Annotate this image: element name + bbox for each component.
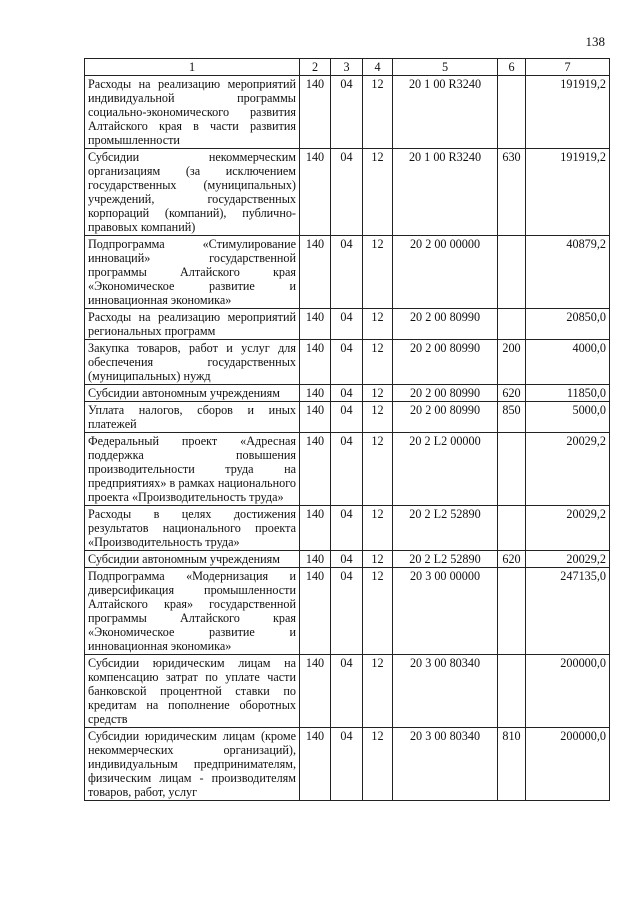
expense-type-code-cell xyxy=(498,433,526,506)
row-description-cell: Федеральный проект «Адресная поддержка повышения производительности труда на предприятиях» в рамках национального проекта «Производительность труда» xyxy=(85,433,300,506)
row-description-cell: Расходы на реализацию мероприятий индивидуальной программы социально-экономического развития Алтайского края в части развития промышленности xyxy=(85,76,300,149)
target-article-code-cell: 20 3 00 80340 xyxy=(393,728,498,801)
subsection-code-cell: 12 xyxy=(363,385,393,402)
subsection-code-cell: 12 xyxy=(363,433,393,506)
table-row xyxy=(85,76,610,149)
amount-cell: 20850,0 xyxy=(526,309,610,340)
target-article-code-cell: 20 2 00 00000 xyxy=(393,236,498,309)
section-code-cell: 04 xyxy=(331,149,363,236)
amount-cell: 5000,0 xyxy=(526,402,610,433)
row-description-cell: Субсидии юридическим лицам на компенсацию затрат по уплате части банковской процентной ставки по кредитам на пополнение оборотных средств xyxy=(85,655,300,728)
subsection-code-cell: 12 xyxy=(363,309,393,340)
row-description-cell: Подпрограмма «Стимулирование инноваций» государственной программы Алтайского края «Экономическое развитие и инновационная экономика» xyxy=(85,236,300,309)
subsection-code-cell: 12 xyxy=(363,236,393,309)
table-row xyxy=(85,340,610,385)
row-description-cell: Расходы на реализацию мероприятий региональных программ xyxy=(85,309,300,340)
subsection-code-cell: 12 xyxy=(363,728,393,801)
target-article-code-cell: 20 2 00 80990 xyxy=(393,309,498,340)
expense-type-code-cell: 200 xyxy=(498,340,526,385)
target-article-code-cell: 20 3 00 80340 xyxy=(393,655,498,728)
amount-cell: 4000,0 xyxy=(526,340,610,385)
ministry-code-cell: 140 xyxy=(300,433,331,506)
table-row xyxy=(85,385,610,402)
section-code-cell: 04 xyxy=(331,728,363,801)
target-article-code-cell: 20 2 00 80990 xyxy=(393,340,498,385)
expense-type-code-cell: 620 xyxy=(498,385,526,402)
section-code-cell: 04 xyxy=(331,340,363,385)
ministry-code-cell: 140 xyxy=(300,149,331,236)
column-header: 3 xyxy=(331,59,363,76)
table-row xyxy=(85,236,610,309)
table-header-row xyxy=(85,59,610,76)
expense-type-code-cell: 630 xyxy=(498,149,526,236)
subsection-code-cell: 12 xyxy=(363,402,393,433)
table-row xyxy=(85,433,610,506)
target-article-code-cell: 20 2 L2 00000 xyxy=(393,433,498,506)
table-row xyxy=(85,655,610,728)
section-code-cell: 04 xyxy=(331,236,363,309)
page-number: 138 xyxy=(585,34,605,49)
ministry-code-cell: 140 xyxy=(300,728,331,801)
column-header: 1 xyxy=(85,59,300,76)
column-header: 5 xyxy=(393,59,498,76)
ministry-code-cell: 140 xyxy=(300,655,331,728)
ministry-code-cell: 140 xyxy=(300,309,331,340)
column-header: 6 xyxy=(498,59,526,76)
amount-cell: 11850,0 xyxy=(526,385,610,402)
table-row xyxy=(85,309,610,340)
section-code-cell: 04 xyxy=(331,506,363,551)
expense-type-code-cell: 620 xyxy=(498,551,526,568)
table-row xyxy=(85,149,610,236)
amount-cell: 191919,2 xyxy=(526,149,610,236)
ministry-code-cell: 140 xyxy=(300,385,331,402)
ministry-code-cell: 140 xyxy=(300,551,331,568)
row-description-cell: Подпрограмма «Модернизация и диверсификация промышленности Алтайского края» государственной программы Алтайского края «Экономическое развитие и инновационная экономика» xyxy=(85,568,300,655)
target-article-code-cell: 20 2 L2 52890 xyxy=(393,551,498,568)
target-article-code-cell: 20 1 00 R3240 xyxy=(393,76,498,149)
subsection-code-cell: 12 xyxy=(363,655,393,728)
expense-type-code-cell xyxy=(498,655,526,728)
expense-type-code-cell: 850 xyxy=(498,402,526,433)
table-row xyxy=(85,506,610,551)
section-code-cell: 04 xyxy=(331,551,363,568)
amount-cell: 40879,2 xyxy=(526,236,610,309)
subsection-code-cell: 12 xyxy=(363,340,393,385)
section-code-cell: 04 xyxy=(331,76,363,149)
row-description-cell: Уплата налогов, сборов и иных платежей xyxy=(85,402,300,433)
expense-type-code-cell: 810 xyxy=(498,728,526,801)
target-article-code-cell: 20 2 00 80990 xyxy=(393,402,498,433)
subsection-code-cell: 12 xyxy=(363,551,393,568)
row-description-cell: Субсидии автономным учреждениям xyxy=(85,385,300,402)
expense-type-code-cell xyxy=(498,309,526,340)
section-code-cell: 04 xyxy=(331,385,363,402)
amount-cell: 20029,2 xyxy=(526,551,610,568)
table-row xyxy=(85,728,610,801)
target-article-code-cell: 20 1 00 R3240 xyxy=(393,149,498,236)
ministry-code-cell: 140 xyxy=(300,340,331,385)
subsection-code-cell: 12 xyxy=(363,506,393,551)
table-row xyxy=(85,551,610,568)
column-header: 7 xyxy=(526,59,610,76)
ministry-code-cell: 140 xyxy=(300,402,331,433)
column-header: 4 xyxy=(363,59,393,76)
section-code-cell: 04 xyxy=(331,568,363,655)
section-code-cell: 04 xyxy=(331,402,363,433)
amount-cell: 200000,0 xyxy=(526,655,610,728)
ministry-code-cell: 140 xyxy=(300,506,331,551)
amount-cell: 247135,0 xyxy=(526,568,610,655)
table-row xyxy=(85,568,610,655)
expense-type-code-cell xyxy=(498,506,526,551)
row-description-cell: Расходы в целях достижения результатов национального проекта «Производительность труда» xyxy=(85,506,300,551)
ministry-code-cell: 140 xyxy=(300,76,331,149)
target-article-code-cell: 20 3 00 00000 xyxy=(393,568,498,655)
section-code-cell: 04 xyxy=(331,309,363,340)
target-article-code-cell: 20 2 L2 52890 xyxy=(393,506,498,551)
expense-type-code-cell xyxy=(498,236,526,309)
row-description-cell: Закупка товаров, работ и услуг для обеспечения государственных (муниципальных) нужд xyxy=(85,340,300,385)
amount-cell: 20029,2 xyxy=(526,506,610,551)
expense-type-code-cell xyxy=(498,568,526,655)
row-description-cell: Субсидии некоммерческим организациям (за исключением государственных (муниципальных) учреждений, государственных корпораций (компаний), публично-правовых компаний) xyxy=(85,149,300,236)
ministry-code-cell: 140 xyxy=(300,568,331,655)
ministry-code-cell: 140 xyxy=(300,236,331,309)
section-code-cell: 04 xyxy=(331,433,363,506)
row-description-cell: Субсидии автономным учреждениям xyxy=(85,551,300,568)
section-code-cell: 04 xyxy=(331,655,363,728)
table-row xyxy=(85,402,610,433)
budget-table xyxy=(84,58,610,801)
subsection-code-cell: 12 xyxy=(363,568,393,655)
column-header: 2 xyxy=(300,59,331,76)
amount-cell: 200000,0 xyxy=(526,728,610,801)
expense-type-code-cell xyxy=(498,76,526,149)
subsection-code-cell: 12 xyxy=(363,76,393,149)
row-description-cell: Субсидии юридическим лицам (кроме некоммерческих организаций), индивидуальным предпринимателям, физическим лицам - производителям товаров, работ, услуг xyxy=(85,728,300,801)
amount-cell: 191919,2 xyxy=(526,76,610,149)
target-article-code-cell: 20 2 00 80990 xyxy=(393,385,498,402)
amount-cell: 20029,2 xyxy=(526,433,610,506)
subsection-code-cell: 12 xyxy=(363,149,393,236)
